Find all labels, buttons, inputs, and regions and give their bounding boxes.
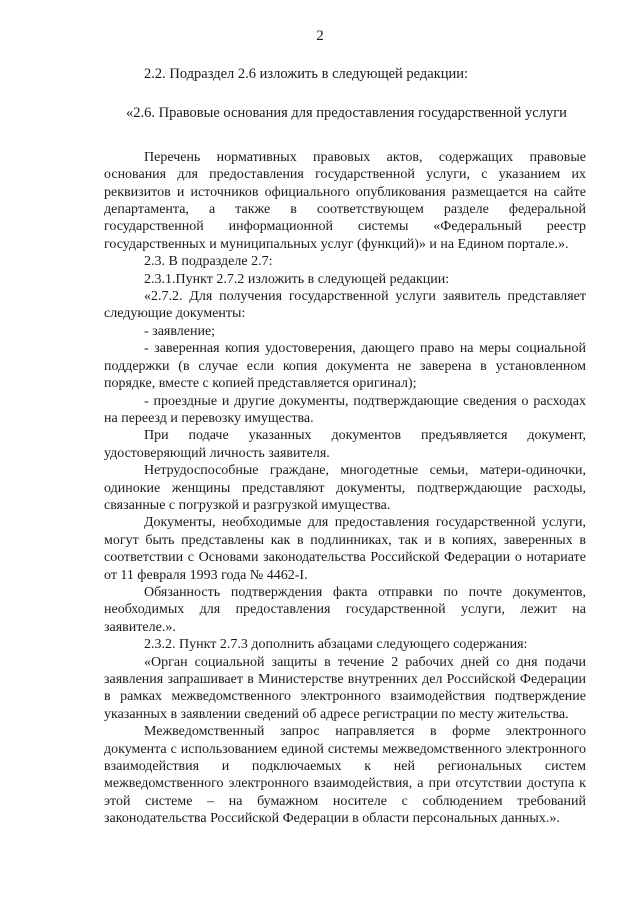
paragraph-disabled-citizens: Нетрудоспособные граждане, многодетные семьи, матери-одиночки, одинокие женщины представляют документы, подтверждающие расходы, связанные с погрузкой и разгрузкой имущества. bbox=[104, 463, 586, 513]
document-body bbox=[104, 66, 586, 828]
list-item-certified-copy: - заверенная копия удостоверения, дающего право на меры социальной поддержки (в случае если копия документа не заверена в установленном порядке, вместе с копией представляется оригинал); bbox=[104, 341, 586, 392]
page-number: 2 bbox=[316, 28, 324, 44]
paragraph-social-protection-request: «Орган социальной защиты в течение 2 рабочих дней со дня подачи заявления запрашивает в Министерстве внутренних дел Российской Федерации в рамках межведомственного электронного взаимодействия подтверждение указанных в заявлении сведений об адресе регистрации по месту жительства. bbox=[104, 654, 586, 722]
paragraph-interagency-request: Межведомственный запрос направляется в форме электронного документа с использованием единой системы межведомственного электронного взаимодействия и подключаемых к ней региональных систем межведомственного электронного взаимодействия, а при отсутствии доступа к этой системе – на бумажном носителе с соблюдением требований законодательства Российской Федерации в области персональных данных.». bbox=[104, 724, 586, 827]
paragraph-item-2-3-2: 2.3.2. Пункт 2.7.3 дополнить абзацами следующего содержания: bbox=[144, 637, 528, 653]
paragraph-documents-originals-copies: Документы, необходимые для предоставления государственной услуги, могут быть представлены как в подлинниках, так и в копиях, заверенных в соответствии с Основами законодательства Российской Федерации о нотариате от 11 февраля 1993 года № 4462-I. bbox=[104, 515, 586, 583]
paragraph-identity-document: При подаче указанных документов предъявляется документ, удостоверяющий личность заявителя. bbox=[104, 428, 586, 461]
paragraph-legal-acts-list: Перечень нормативных правовых актов, содержащих правовые основания для предоставления государственной услуги, с указанием их реквизитов и источников официального опубликования размещается на сайте департамента, а также в соответствующем разделе федеральной государственной информационной системы «Федеральный реестр государственных и муниципальных услуг (функций)» и на Едином портале.». bbox=[104, 149, 586, 252]
section-title-2-6: «2.6. Правовые основания для предоставления государственной услуги bbox=[126, 105, 567, 122]
list-item-application: - заявление; bbox=[144, 323, 216, 339]
paragraph-item-2-7-2: «2.7.2. Для получения государственной услуги заявитель представляет следующие документы: bbox=[104, 289, 586, 322]
paragraph-subsection-2-3: 2.3. В подразделе 2.7: bbox=[144, 254, 273, 270]
paragraph-item-2-3-1: 2.3.1.Пункт 2.7.2 изложить в следующей редакции: bbox=[144, 271, 450, 287]
list-item-travel-documents: - проездные и другие документы, подтверждающие сведения о расходах на переезд и перевозку имущества. bbox=[104, 393, 586, 426]
paragraph-mail-confirmation: Обязанность подтверждения факта отправки по почте документов, необходимых для предоставления государственной услуги, лежит на заявителе.». bbox=[104, 584, 586, 635]
paragraph-subsection-2-2: 2.2. Подраздел 2.6 изложить в следующей редакции: bbox=[144, 66, 469, 82]
